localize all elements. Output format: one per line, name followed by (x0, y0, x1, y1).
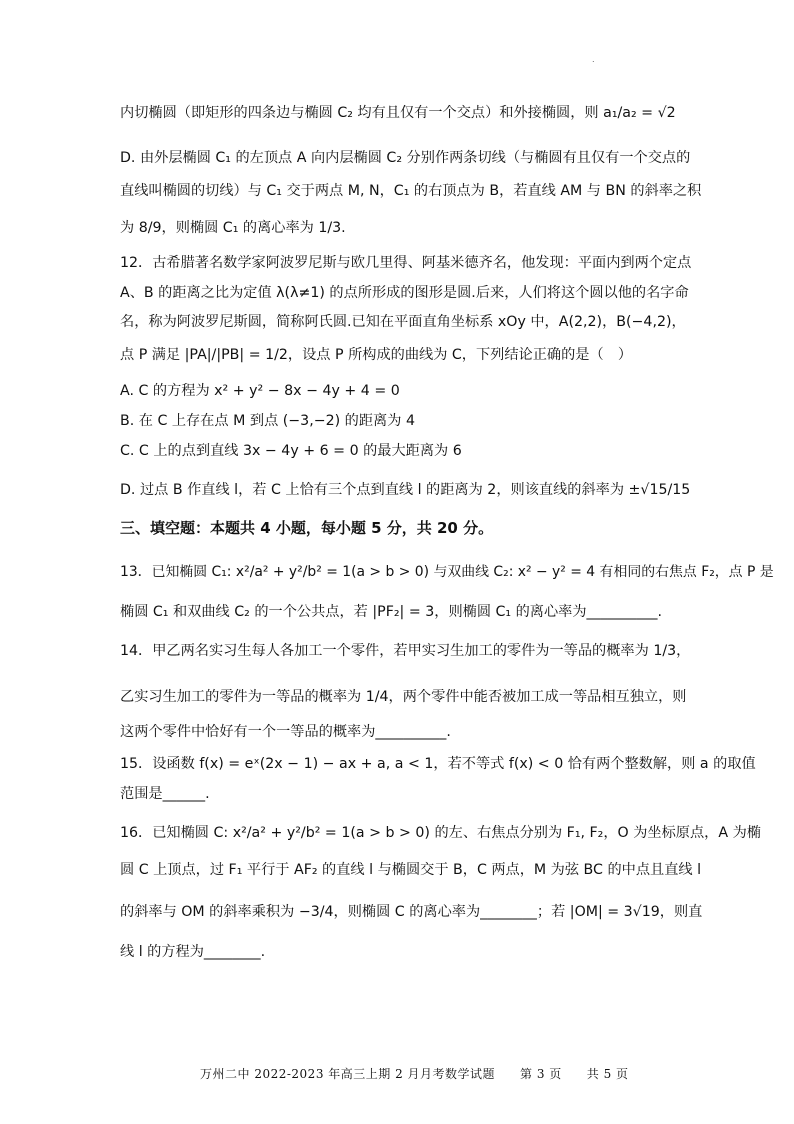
q16-line-3: 的斜率与 OM 的斜率乘积为 −3/4，则椭圆 C 的离心率为________；若 |OM| = 3√19，则直 (120, 904, 703, 920)
q12-option-d: D. 过点 B 作直线 l，若 C 上恰有三个点到直线 l 的距离为 2，则该直线的斜率为 ±√15/15 (120, 482, 691, 498)
page-footer: 万州二中 2022-2023 年高三上期 2 月月考数学试题 第 3 页 共 5 页 (200, 1067, 629, 1081)
line-prev-option-c-end: 内切椭圆（即矩形的四条边与椭圆 C₂ 均有且仅有一个交点）和外接椭圆，则 a₁/a₂ = √2 (120, 105, 676, 121)
q14-line-1: 14．甲乙两名实习生每人各加工一个零件，若甲实习生加工的零件为一等品的概率为 1/3， (120, 643, 691, 659)
q12-option-c: C. C 上的点到直线 3x − 4y + 6 = 0 的最大距离为 6 (120, 443, 462, 459)
q14-line-2: 乙实习生加工的零件为一等品的概率为 1/4，两个零件中能否被加工成一等品相互独立，则 (120, 689, 687, 705)
q16-line-1: 16．已知椭圆 C: x²/a² + y²/b² = 1(a > b > 0) 的左、右焦点分别为 F₁, F₂，O 为坐标原点，A 为椭 (120, 825, 761, 841)
q16-line-4: 线 l 的方程为________. (120, 944, 266, 960)
q15-line-2: 范围是______. (120, 786, 210, 802)
q12-stem-line-4: 点 P 满足 |PA|/|PB| = 1/2，设点 P 所构成的曲线为 C，下列结论正确的是（ ） (120, 347, 633, 363)
q12-stem-line-1: 12．古希腊著名数学家阿波罗尼斯与欧几里得、阿基米德齐名，他发现：平面内到两个定点 (120, 255, 692, 271)
section-heading-fill-in: 三、填空题：本题共 4 小题，每小题 5 分，共 20 分。 (120, 519, 494, 537)
q15-line-1: 15．设函数 f(x) = eˣ(2x − 1) − ax + a, a < 1，若不等式 f(x) < 0 恰有两个整数解，则 a 的取值 (120, 756, 756, 772)
q12-option-b: B. 在 C 上存在点 M 到点 (−3,−2) 的距离为 4 (120, 413, 415, 429)
q12-stem-line-3: 名，称为阿波罗尼斯圆，简称阿氏圆.已知在平面直角坐标系 xOy 中，A(2,2)，B(−4,2)， (120, 314, 686, 330)
q14-line-3: 这两个零件中恰好有一个一等品的概率为__________. (120, 724, 451, 740)
line-option-d-end: 为 8/9，则椭圆 C₁ 的离心率为 1/3. (120, 220, 346, 236)
q16-line-2: 圆 C 上顶点，过 F₁ 平行于 AF₂ 的直线 l 与椭圆交于 B，C 两点，M 为弦 BC 的中点且直线 l (120, 862, 702, 878)
q12-stem-line-2: A、B 的距离之比为定值 λ(λ≠1) 的点所形成的图形是圆.后来，人们将这个圆以他的名字命 (120, 285, 689, 301)
corner-dot: . (592, 55, 595, 64)
line-option-d-middle: 直线叫椭圆的切线）与 C₁ 交于两点 M, N，C₁ 的右顶点为 B，若直线 AM 与 BN 的斜率之积 (120, 183, 702, 199)
q13-line-1: 13．已知椭圆 C₁: x²/a² + y²/b² = 1(a > b > 0) 与双曲线 C₂: x² − y² = 4 有相同的右焦点 F₂，点 P 是 (120, 564, 774, 580)
q12-option-a: A. C 的方程为 x² + y² − 8x − 4y + 4 = 0 (120, 383, 400, 399)
q13-line-2: 椭圆 C₁ 和双曲线 C₂ 的一个公共点，若 |PF₂| = 3，则椭圆 C₁ 的离心率为__________. (120, 604, 663, 620)
line-option-d-start: D. 由外层椭圆 C₁ 的左顶点 A 向内层椭圆 C₂ 分别作两条切线（与椭圆有且仅有一个交点的 (120, 150, 691, 166)
